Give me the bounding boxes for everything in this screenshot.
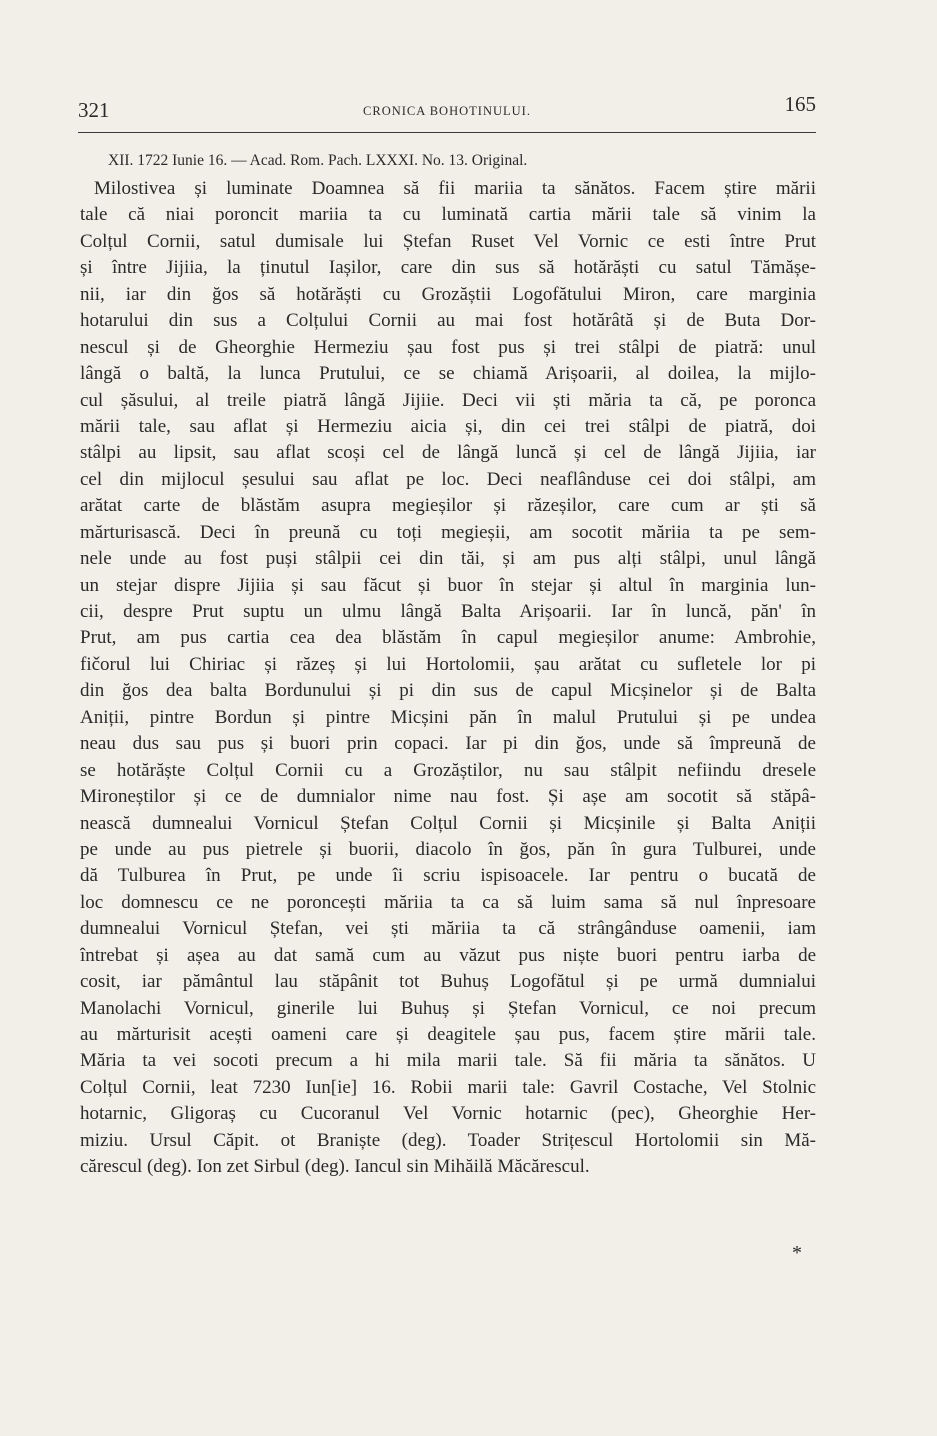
text-line: Colțul Cornii, satul dumisale lui Ștefan Ruset Vel Vornic ce esti între Prut (80, 230, 816, 252)
page-number-left: 321 (78, 98, 110, 122)
text-line: loc domnescu ce ne poroncești măriia ta ca să luim sama să nul înpresoare (80, 891, 816, 913)
text-line: nească dumnealui Vornicul Ștefan Colțul Cornii și Micșinile și Balta Aniții (80, 812, 816, 834)
text-line: dumnealui Vornicul Ștefan, vei ști măriia ta că strângânduse oamenii, iam (80, 918, 816, 940)
text-line: Mironeștilor și ce de dumnialor nime nau fost. Și așe am socotit să stăpâ- (80, 786, 816, 808)
text-line: neau dus sau pus și buori prin copaci. Iar pi din ğos, unde să împreună de (80, 733, 816, 755)
text-line: cărescul (deg). Ion zet Sirbul (deg). Iancul sin Mihăilă Măcărescul. (80, 1156, 590, 1178)
text-line: au mărturisit acești oameni care și deagitele șau pus, facem știre mării tale. (80, 1024, 816, 1045)
text-line: pe unde au pus pietrele și buorii, diacolo în ğos, păn în gura Tulburei, unde (80, 838, 816, 860)
running-head (78, 92, 816, 133)
text-line: un stejar dispre Jijiia și sau făcut și buor în stejar și altul în marginia lun- (80, 574, 816, 596)
text-line: cosit, iar pământul lau stăpânit tot Buhuș Logofătul și pe urmă dumnialui (80, 971, 816, 993)
text-line: mărturisască. Deci în preună cu toți megieșii, am socotit măriia ta pe sem- (80, 521, 816, 543)
text-line: se hotărăște Colțul Cornii cu a Grozăștilor, nu sau stâlpit nefiindu dresele (80, 759, 816, 781)
text-line: Aniții, pintre Bordun și pintre Micșini păn în malul Prutului și pe undea (80, 706, 816, 728)
text-line: fičorul lui Chiriac și răzeș și lui Hortolomii, șau arătat cu sufletele lor pi (80, 653, 816, 675)
footer-asterisk: * (792, 1242, 802, 1264)
running-title: CRONICA BOHOTINULUI. (363, 104, 531, 118)
document-body (80, 176, 816, 1181)
text-line: Manolachi Vornicul, ginerile lui Buhuș și Ștefan Vornicul, ce noi precum (80, 997, 816, 1019)
text-line: cel din mijlocul șesului sau aflat pe loc. Deci neaflânduse cei doi stâlpi, am (80, 468, 816, 490)
text-line: nii, iar din ğos să hotărăști cu Grozăștii Logofătului Miron, care marginia (80, 283, 816, 305)
text-line: nele unde au fost puși stâlpii cei din tăi, și am pus alți stâlpi, unul lângă (80, 548, 816, 570)
text-line: și între Jijiia, la ținutul Iașilor, care din sus să hotărăști cu satul Tămășe- (80, 257, 816, 279)
text-line: cul șăsului, al treile piatră lângă Jijiie. Deci vii ști măria ta că, pe poronca (80, 389, 816, 411)
document-header: XII. 1722 Iunie 16. — Acad. Rom. Pach. LXXXI. No. 13. Original. (108, 152, 528, 169)
text-line: cii, despre Prut suptu un ulmu lângă Balta Arișoarii. Iar în luncă, păn' în (80, 601, 816, 622)
text-line: dă Tulburea în Prut, pe unde îi scriu ispisoacele. Iar pentru o bucată de (80, 865, 816, 887)
text-line: arătat carte de blăstăm asupra megieșilor și răzeșilor, care cum ar ști să (80, 495, 816, 517)
text-line: stâlpi au lipsit, sau aflat scoși cel de lângă luncă și cel de lângă Jijiia, iar (80, 442, 816, 464)
text-line: mării tale, sau aflat și Hermeziu aicia și, din cei trei stâlpi de piatră, doi (80, 415, 816, 437)
text-line: Măria ta vei socoti precum a hi mila marii tale. Să fii măria ta sănătos. U (80, 1050, 816, 1072)
text-line: nescul și de Gheorghie Hermeziu șau fost pus și trei stâlpi de piatră: unul (80, 336, 816, 358)
page-number-right: 165 (784, 92, 816, 116)
text-line: tale că niai poroncit mariia ta cu luminată cartia mării tale să vinim la (80, 204, 816, 226)
text-line: lângă o baltă, la lunca Prutului, ce se chiamă Arișoarii, al doilea, la mijlo- (80, 363, 816, 385)
text-line: Milostivea și luminate Doamnea să fii mariia ta sănătos. Facem știre mării (94, 178, 816, 199)
text-line: miziu. Ursul Căpit. ot Braniște (deg). Toader Strițescul Hortolomii sin Mă- (80, 1129, 816, 1151)
text-line: Colțul Cornii, leat 7230 Iun[ie] 16. Robii marii tale: Gavril Costache, Vel Stolnic (80, 1076, 816, 1098)
text-line: întrebat și așea au dat samă cum au văzut pus niște buori pentru iarba de (80, 944, 816, 966)
text-line: Prut, am pus cartia cea dea blăstăm în capul megieșilor anume: Ambrohie, (80, 627, 816, 649)
text-line: hotarnic, Gligoraș cu Cucoranul Vel Vornic hotarnic (pec), Gheorghie Her- (80, 1103, 816, 1125)
text-line: hotarului din sus a Colțului Cornii au mai fost hotărâtă și de Buta Dor- (80, 310, 816, 332)
text-line: din ğos dea balta Bordunului și pi din sus de capul Micșinelor și de Balta (80, 680, 816, 702)
